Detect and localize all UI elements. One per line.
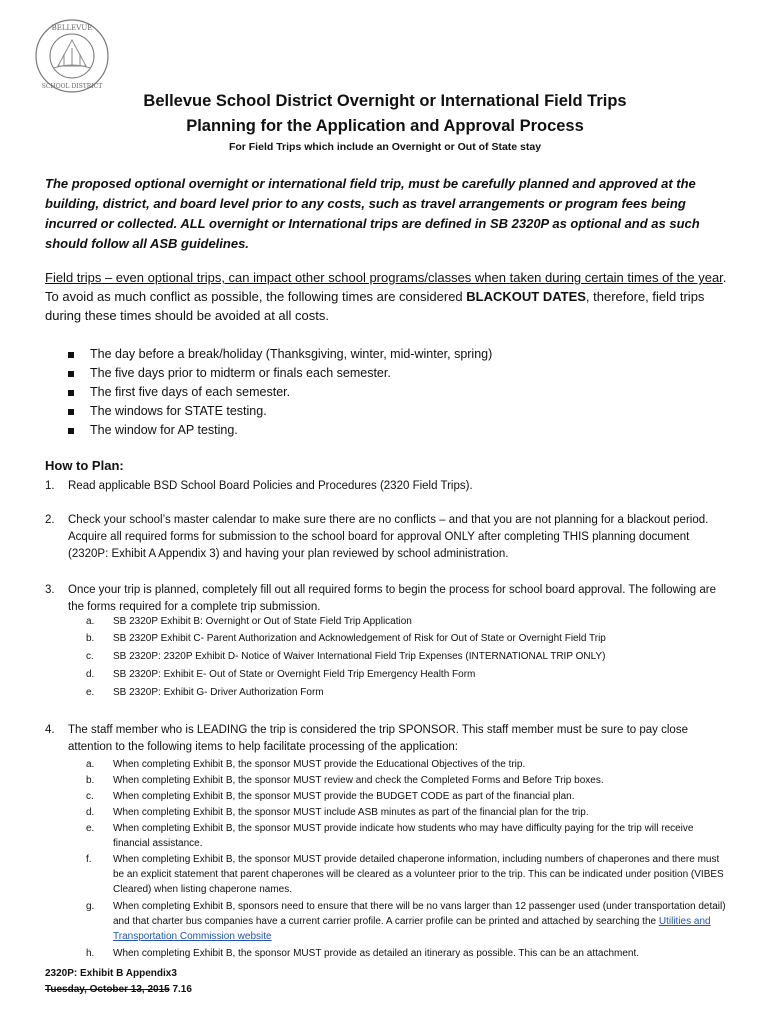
sponsor-item: e. When completing Exhibit B, the sponsor MUST provide indicate how students who may have difficulty paying for the trip will receive financial assistance. [86, 823, 694, 849]
sponsor-item: h. When completing Exhibit B, the sponsor MUST provide as detailed an itinerary as possible. This can be an attachment. [86, 948, 640, 959]
sponsor-item: g. When completing Exhibit B, sponsors need to ensure that there will be no vans larger than 12 passenger used (under transportation detail) and that charter bus companies have a current carrier profile. A carrier profile can be printed and attached by searching the Utilities and Transportation Commission website [86, 901, 726, 942]
footer-version: 7.16 [169, 984, 192, 995]
form-item: c. SB 2320P: 2320P Exhibit D- Notice of Waiver International Field Trip Expenses (INTERNATIONAL TRIP ONLY) [86, 651, 606, 662]
step-2: 2. Check your school’s master calendar to make sure there are no conflicts – and that you are not planning for a blackout period. Acquire all required forms for submission to the school board for approval ONLY after completing THIS planning document (2320P: Exhibit A Appendix 3) and having your plan reviewed by school administration. [45, 514, 709, 560]
document-title: Bellevue School District Overnight or International Field Trips [143, 92, 627, 110]
blackout-underlined-text: Field trips – even optional trips, can impact other school programs/classes when taken during certain times of the year [45, 270, 723, 285]
svg-text:SCHOOL DISTRICT: SCHOOL DISTRICT [41, 83, 103, 90]
list-item: The five days prior to midterm or finals each semester. [68, 364, 492, 383]
how-to-plan-heading: How to Plan: [45, 458, 124, 473]
blackout-dates-label: BLACKOUT DATES [466, 289, 586, 304]
sponsor-item: c. When completing Exhibit B, the sponsor MUST provide the BUDGET CODE as part of the financial plan. [86, 791, 575, 802]
footer-revision [45, 984, 192, 995]
blackout-middle-text: . To avoid as much conflict as possible, the following times are considered [45, 270, 727, 304]
footer-document-id: 2320P: Exhibit B Appendix3 [45, 968, 177, 979]
footer-struck-date: Tuesday, October 13, 2015 [45, 984, 170, 995]
list-item: The window for AP testing. [68, 421, 492, 440]
square-bullet-icon [68, 428, 74, 434]
svg-text:BELLEVUE: BELLEVUE [51, 24, 93, 32]
sponsor-item: a. When completing Exhibit B, the sponsor MUST provide the Educational Objectives of the trip. [86, 759, 526, 770]
list-item: The first five days of each semester. [68, 383, 492, 402]
document-subtitle: Planning for the Application and Approval Process [186, 117, 584, 135]
district-seal-logo [34, 18, 110, 94]
form-item: e. SB 2320P: Exhibit G- Driver Authorization Form [86, 687, 324, 698]
step-3: 3. Once your trip is planned, completely fill out all required forms to begin the process for school board approval. The following are the forms required for a complete trip submission. [45, 584, 716, 613]
list-item: The day before a break/holiday (Thanksgiving, winter, mid-winter, spring) [68, 345, 492, 364]
step-1: 1. Read applicable BSD School Board Policies and Procedures (2320 Field Trips). [45, 480, 473, 492]
utc-website-link[interactable]: Utilities and Transportation Commission website [113, 916, 711, 942]
square-bullet-icon [68, 352, 74, 358]
form-item: b. SB 2320P Exhibit C- Parent Authorization and Acknowledgement of Risk for Out of State or Overnight Field Trip [86, 633, 606, 644]
sponsor-item: b. When completing Exhibit B, the sponsor MUST review and check the Completed Forms and Before Trip boxes. [86, 775, 604, 786]
sponsor-item: f. When completing Exhibit B, the sponsor MUST provide detailed chaperone information, including numbers of chaperones and there must be an explicit statement that parent chaperones will be cleared as a volunteer prior to the trip. This can be indicated under position (VIBES Cleared) when listing chaperone names. [86, 854, 724, 895]
square-bullet-icon [68, 390, 74, 396]
intro-paragraph: The proposed optional overnight or international field trip, must be carefully planned and approved at the building, district, and board level prior to any costs, such as travel arrangements or program fees being incurred or collected. ALL overnight or International trips are defined in SB 2320P as optional and as such should follow all ASB guidelines. [45, 176, 700, 251]
form-item: a. SB 2320P Exhibit B: Overnight or Out of State Field Trip Application [86, 616, 412, 627]
sponsor-item: d. When completing Exhibit B, the sponsor MUST include ASB minutes as part of the financial plan for the trip. [86, 807, 589, 818]
blackout-list [68, 345, 492, 440]
square-bullet-icon [68, 371, 74, 377]
form-item: d. SB 2320P: Exhibit E- Out of State or Overnight Field Trip Emergency Health Form [86, 669, 476, 680]
square-bullet-icon [68, 409, 74, 415]
list-item: The windows for STATE testing. [68, 402, 492, 421]
step-4: 4. The staff member who is LEADING the trip is considered the trip SPONSOR. This staff member must be sure to pay close attention to the following items to help facilitate processing of the application: [45, 724, 688, 753]
blackout-paragraph [45, 268, 735, 325]
blackout-end-text: , therefore, field trips during these times should be avoided at all costs. [45, 289, 705, 323]
document-scope-note: For Field Trips which include an Overnight or Out of State stay [228, 141, 542, 153]
